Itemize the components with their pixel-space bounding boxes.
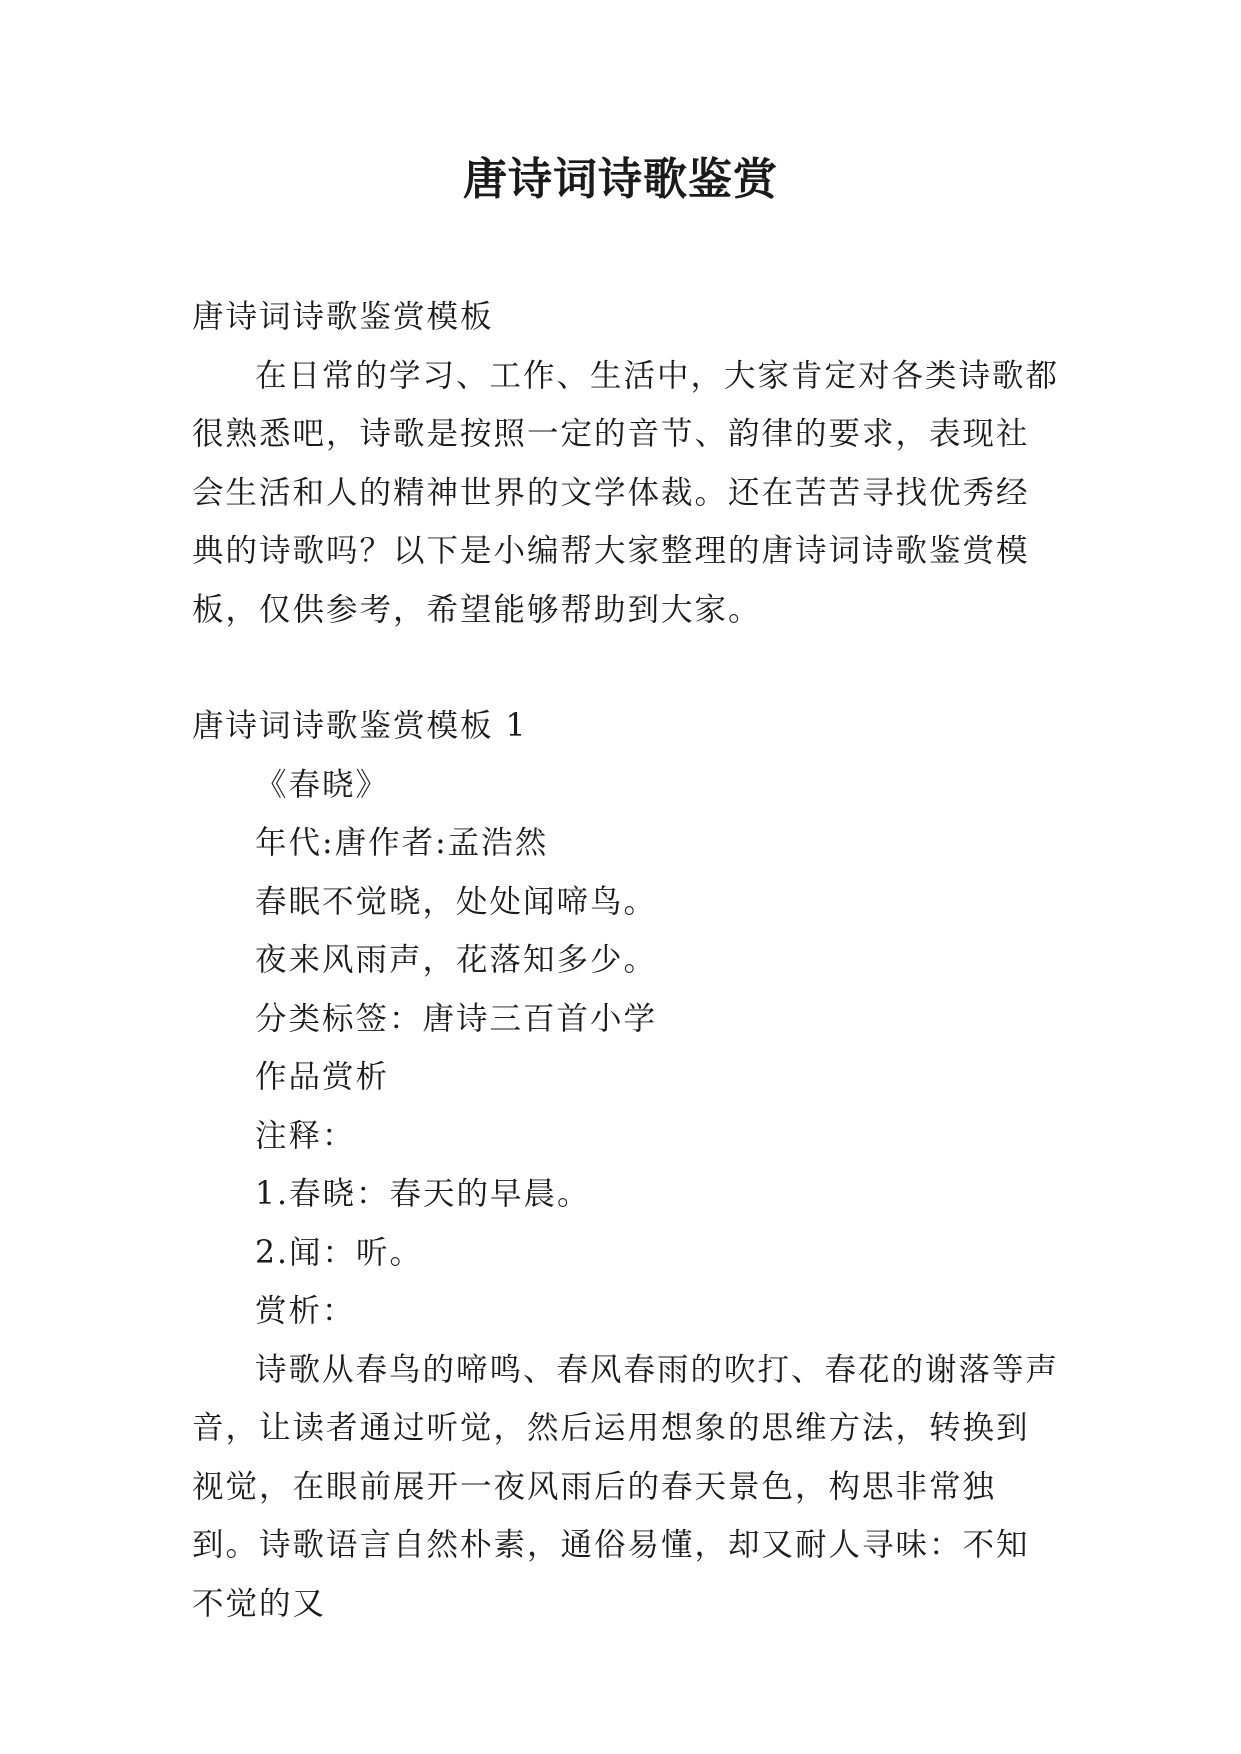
template1-heading: 唐诗词诗歌鉴赏模板 1	[192, 708, 528, 744]
poem-line-1: 春眠不觉晓，处处闻啼鸟。	[255, 883, 658, 920]
paragraph-gap	[192, 639, 1060, 697]
note-2: 2.闻：听。	[255, 1234, 424, 1271]
appreciation-label: 赏析：	[255, 1293, 356, 1329]
section-heading: 唐诗词诗歌鉴赏模板	[192, 299, 494, 335]
notes-label: 注释：	[255, 1117, 356, 1154]
analysis-label: 作品赏析	[255, 1059, 390, 1095]
poem-meta: 年代:唐作者:孟浩然	[255, 825, 549, 861]
poem-title: 《春晓》	[255, 766, 390, 803]
poem-line-2: 夜来风雨声，花落知多少。	[255, 942, 658, 978]
document-body	[192, 288, 1060, 1633]
poem-tags: 分类标签：唐诗三百首小学	[255, 1000, 658, 1037]
document-title: 唐诗词诗歌鉴赏	[463, 154, 778, 205]
note-1: 1.春晓：春天的早晨。	[255, 1176, 591, 1212]
appreciation-paragraph: 诗歌从春鸟的啼鸣、春风春雨的吹打、春花的谢落等声音，让读者通过听觉，然后运用想象的思维方法，转换到视觉，在眼前展开一夜风雨后的春天景色，构思非常独到。诗歌语言自然朴素，通俗易懂，却又耐人寻味：不知不觉的又	[192, 1351, 1060, 1622]
intro-paragraph: 在日常的学习、工作、生活中，大家肯定对各类诗歌都很熟悉吧，诗歌是按照一定的音节、韵律的要求，表现社会生活和人的精神世界的文学体裁。还在苦苦寻找优秀经典的诗歌吗？以下是小编帮大家整理的唐诗词诗歌鉴赏模板，仅供参考，希望能够帮助到大家。	[192, 357, 1060, 628]
